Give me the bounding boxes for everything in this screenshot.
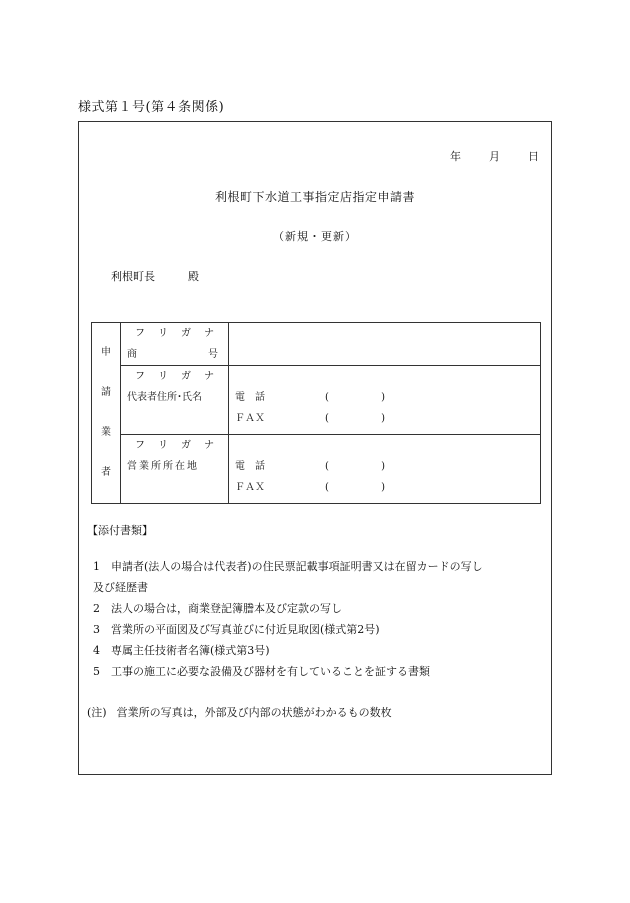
office-fax[interactable]: ＦＡＸ ( ) — [235, 482, 385, 493]
representative-phone[interactable]: 電 話 ( ) — [235, 392, 385, 403]
trade-name-input-cell[interactable] — [229, 323, 541, 366]
trade-name-label-cell — [121, 323, 229, 366]
trade-name-label: 商 号 — [127, 349, 218, 360]
document-title: 利根町下水道工事指定店指定申請書 — [214, 190, 415, 204]
office-location-label: 営業所所在地 — [127, 461, 199, 472]
list-item: 1 申請者(法人の場合は代表者)の住民票記載事項証明書又は在留カードの写し — [93, 560, 483, 573]
office-phone[interactable]: 電 話 ( ) — [235, 461, 385, 472]
representative-input-cell[interactable] — [229, 366, 541, 435]
applicant-side-label — [92, 323, 121, 504]
side-char: 請 — [101, 387, 111, 398]
representative-fax[interactable]: ＦＡＸ ( ) — [235, 413, 385, 424]
application-form-frame — [78, 121, 552, 775]
office-location-input-cell[interactable] — [229, 435, 541, 504]
year-label: 年 — [450, 150, 461, 163]
note-text: 営業所の写真は，外部及び内部の状態がわかるもの数枚 — [116, 706, 392, 719]
day-label: 日 — [528, 150, 539, 163]
furigana-label: フ リ ガ ナ — [135, 371, 214, 382]
addressee-name: 利根町長 — [111, 270, 155, 283]
list-item: 5 工事の施工に必要な設備及び器材を有していることを証する書類 — [93, 665, 430, 678]
side-char: 業 — [101, 427, 111, 438]
office-location-label-cell — [121, 435, 229, 504]
note-label: (注) — [87, 706, 107, 719]
attachments-heading: 【添付書類】 — [87, 524, 153, 537]
addressee-honorific: 殿 — [188, 270, 199, 283]
list-item: 3 営業所の平面図及び写真並びに付近見取図(様式第2号) — [93, 623, 380, 636]
furigana-label: フ リ ガ ナ — [135, 328, 214, 339]
side-char: 者 — [101, 467, 111, 478]
form-number-label: 様式第１号(第４条関係) — [78, 100, 225, 115]
representative-label-cell — [121, 366, 229, 435]
representative-label: 代表者住所･氏名 — [127, 392, 202, 403]
note — [87, 704, 392, 720]
list-item-continuation: 及び経歴書 — [93, 581, 148, 594]
document-subtitle: （新規・更新） — [273, 230, 357, 243]
list-item: 2 法人の場合は，商業登記簿謄本及び定款の写し — [93, 602, 342, 615]
date-field — [450, 148, 539, 164]
furigana-label: フ リ ガ ナ — [135, 440, 214, 451]
list-item: 4 専属主任技術者名簿(様式第3号) — [93, 644, 270, 657]
side-char: 申 — [101, 347, 111, 358]
applicant-table — [91, 322, 541, 504]
month-label: 月 — [489, 150, 500, 163]
attachments-list — [93, 556, 543, 682]
addressee — [111, 268, 199, 284]
